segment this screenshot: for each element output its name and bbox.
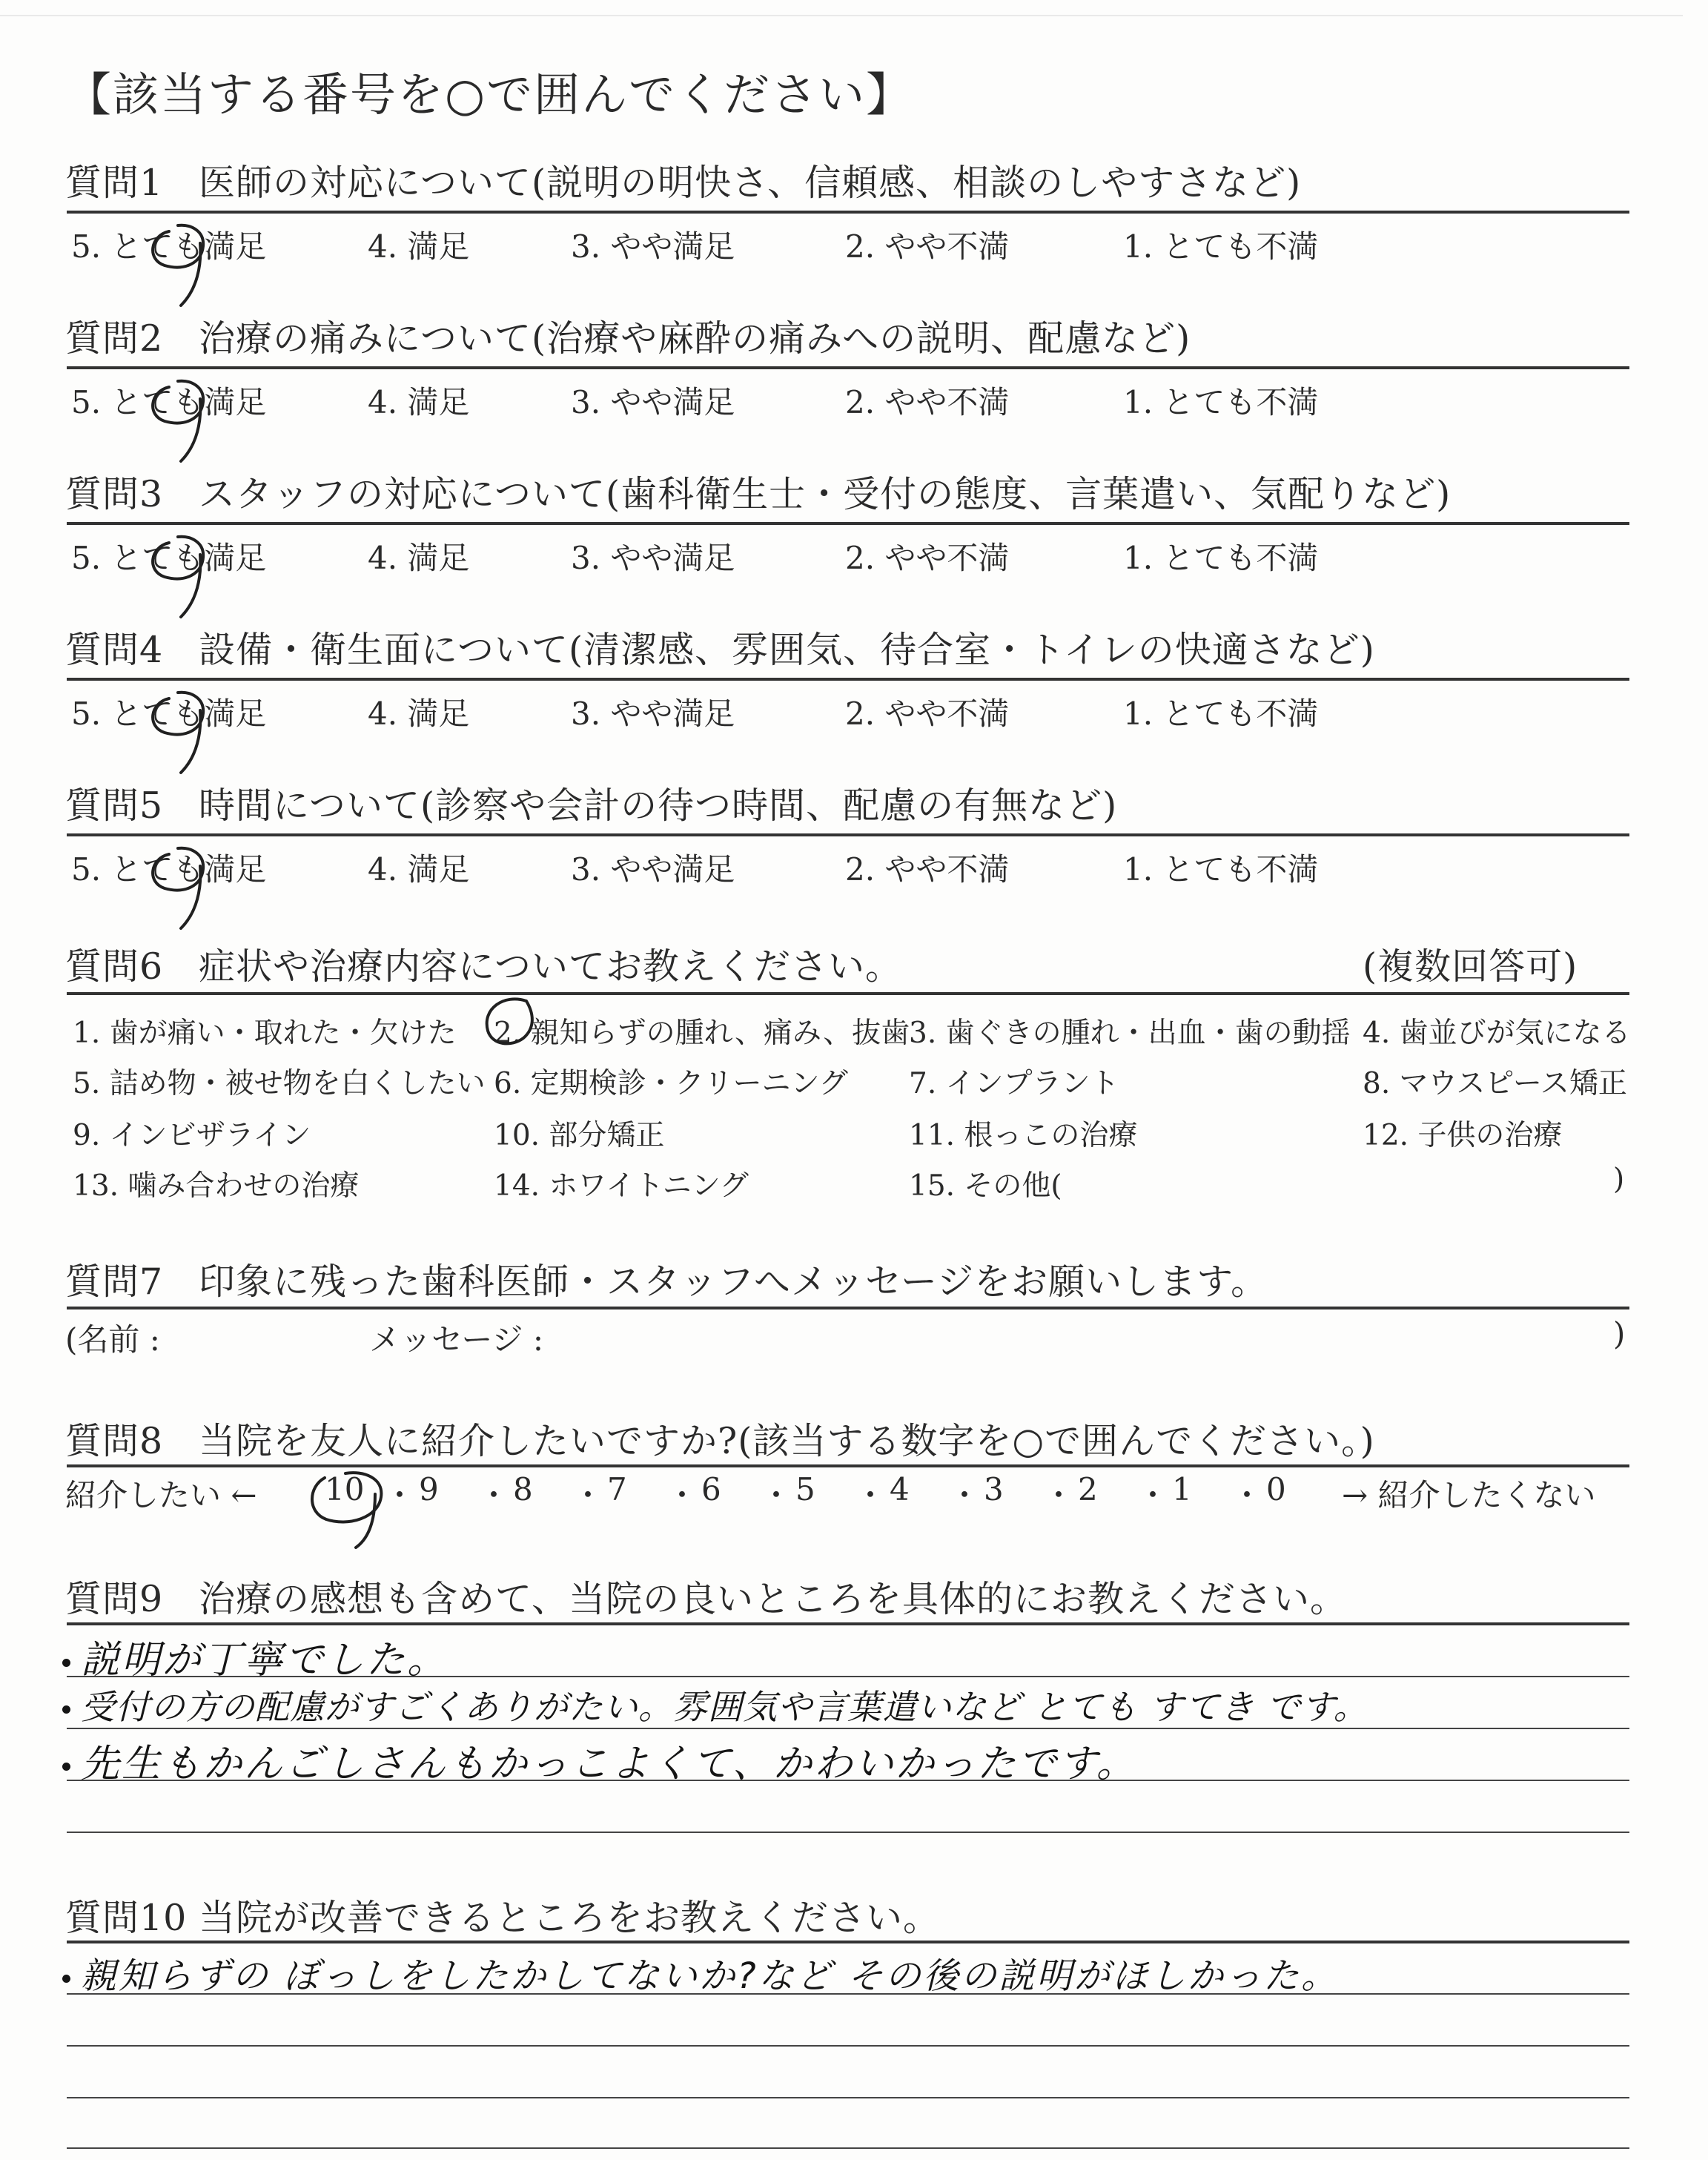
q8-scale-separator: ・ <box>478 1477 510 1513</box>
q6-option-8: 8. マウスピース矯正 <box>1363 1067 1627 1100</box>
q4-selection-circle <box>139 681 228 785</box>
q6-option-3: 3. 歯ぐきの腫れ・出血・歯の動揺 <box>909 1017 1351 1050</box>
q3-option-3: 3. やや満足 <box>571 540 735 576</box>
q3-option-4: 4. 満足 <box>368 540 470 576</box>
q4-option-3: 3. やや満足 <box>571 696 735 732</box>
q7-close: ) <box>1613 1315 1626 1352</box>
q2-option-5: 5. とても満足 <box>71 384 267 420</box>
q7-message-label: メッセージ : <box>369 1321 543 1358</box>
q8-scale-0: 0 <box>1266 1471 1286 1507</box>
q6-number: 質問6 <box>65 945 164 988</box>
q1-rule <box>67 211 1629 214</box>
q4-number: 質問4 <box>65 629 164 671</box>
q8-scale-separator: ・ <box>666 1477 698 1513</box>
q4-rule <box>67 678 1629 681</box>
q9-rule <box>67 1622 1629 1625</box>
q10-text: 当院が改善できるところをお教えください。 <box>199 1897 941 1939</box>
q8-scale-7: 7 <box>607 1471 627 1507</box>
q8-left-label: 紹介したい ← <box>65 1477 257 1513</box>
q7-rule <box>67 1307 1629 1309</box>
q5-title <box>65 777 1117 829</box>
q9-answer-1: 説明が丁寧でした。 <box>62 1628 448 1684</box>
q1-text: 医師の対応について(説明の明快さ、信頼感、相談のしやすさなど) <box>199 162 1302 204</box>
q3-option-1: 1. とても不満 <box>1123 540 1319 576</box>
q9-title <box>65 1571 1347 1622</box>
q6-option-1: 1. 歯が痛い・取れた・欠けた <box>73 1017 457 1050</box>
q1-number: 質問1 <box>65 162 164 204</box>
q4-option-1: 1. とても不満 <box>1123 696 1319 732</box>
q7-number: 質問7 <box>65 1261 164 1303</box>
q8-scale-separator: ・ <box>384 1477 416 1513</box>
q6-option-6: 6. 定期検診・クリーニング <box>494 1067 848 1100</box>
q8-scale-8: 8 <box>513 1471 533 1507</box>
q9-answer-3: 先生もかんごしさんもかっこよくて、かわいかったです。 <box>62 1732 1137 1788</box>
bullet-dot <box>62 1659 70 1667</box>
q2-title <box>65 310 1191 362</box>
q8-scale-5: 5 <box>795 1471 815 1507</box>
q3-rule <box>67 522 1629 525</box>
q6-text: 症状や治療内容についてお教えください。 <box>199 945 903 988</box>
q5-text: 時間について(診察や会計の待つ時間、配慮の有無など) <box>199 785 1118 827</box>
q6-option-7: 7. インプラント <box>909 1067 1119 1100</box>
q8-scale-1: 1 <box>1172 1471 1192 1507</box>
q5-rule <box>67 833 1629 836</box>
q8-scale-4: 4 <box>890 1471 910 1507</box>
q10-rule <box>67 1941 1629 1943</box>
q10-line-2 <box>67 2045 1629 2047</box>
q2-text: 治療の痛みについて(治療や麻酔の痛みへの説明、配慮など) <box>199 317 1191 360</box>
q9-text: 治療の感想も含めて、当院の良いところを具体的にお教えください。 <box>199 1578 1348 1620</box>
q6-rule <box>67 992 1629 995</box>
q1-option-4: 4. 満足 <box>368 228 470 265</box>
q9-number: 質問9 <box>65 1578 164 1620</box>
q5-number: 質問5 <box>65 785 164 827</box>
q6-option-11: 11. 根っこの治療 <box>909 1119 1138 1152</box>
q2-option-4: 4. 満足 <box>368 384 470 420</box>
q10-line-3 <box>67 2097 1629 2098</box>
q10-line-4 <box>67 2147 1629 2149</box>
q6-selection-circle <box>474 986 556 1060</box>
bullet-dot <box>62 1975 70 1983</box>
q4-option-2: 2. やや不満 <box>845 696 1010 732</box>
q8-number: 質問8 <box>65 1420 164 1462</box>
q10-title <box>65 1889 940 1941</box>
q8-scale-6: 6 <box>701 1471 721 1507</box>
q1-option-1: 1. とても不満 <box>1123 228 1319 265</box>
q1-option-3: 3. やや満足 <box>571 228 735 265</box>
q5-option-3: 3. やや満足 <box>571 851 735 888</box>
q3-text: スタッフの対応について(歯科衛生士・受付の態度、言葉遣い、気配りなど) <box>199 473 1452 515</box>
page-heading: 【該当する番号を○で囲んでください】 <box>65 67 914 122</box>
q3-option-2: 2. やや不満 <box>845 540 1010 576</box>
q10-answer-1: 親知らずの ぼっしをしたかしてないか?など その後の説明がほしかった。 <box>62 1947 1339 1998</box>
q8-scale-separator: ・ <box>949 1477 981 1513</box>
q6-note: (複数回答可) <box>1363 945 1578 988</box>
q5-option-5: 5. とても満足 <box>71 851 267 888</box>
q6-option-16: ) <box>1613 1163 1625 1196</box>
q8-scale-separator: ・ <box>1231 1477 1263 1513</box>
q4-title <box>65 621 1375 673</box>
q7-title <box>65 1253 1268 1305</box>
q2-number: 質問2 <box>65 317 164 360</box>
q1-option-5: 5. とても満足 <box>71 228 267 265</box>
q7-name-label: (名前 : <box>65 1321 160 1358</box>
q8-scale-separator: ・ <box>855 1477 887 1513</box>
q1-option-2: 2. やや不満 <box>845 228 1010 265</box>
q1-title <box>65 154 1301 206</box>
q3-option-5: 5. とても満足 <box>71 540 267 576</box>
q6-option-2: 2. 親知らずの腫れ、痛み、抜歯 <box>494 1017 910 1050</box>
page-edge <box>0 15 1683 16</box>
q6-option-13: 13. 噛み合わせの治療 <box>73 1169 360 1203</box>
q3-number: 質問3 <box>65 473 164 515</box>
q8-scale-2: 2 <box>1078 1471 1098 1507</box>
q6-option-5: 5. 詰め物・被せ物を白くしたい <box>73 1067 486 1100</box>
q3-title <box>65 466 1451 518</box>
q8-selection-circle <box>304 1464 400 1553</box>
q8-scale-separator: ・ <box>1137 1477 1169 1513</box>
q8-scale-separator: ・ <box>572 1477 604 1513</box>
q10-number: 質問10 <box>65 1897 188 1939</box>
q8-scale-10: 10 <box>325 1471 365 1507</box>
q5-selection-circle <box>139 836 228 940</box>
q6-title <box>65 938 902 990</box>
q4-option-4: 4. 満足 <box>368 696 470 732</box>
q7-text: 印象に残った歯科医師・スタッフへメッセージをお願いします。 <box>199 1261 1268 1303</box>
q2-selection-circle <box>139 369 228 473</box>
q8-right-label: → 紹介したくない <box>1342 1477 1596 1513</box>
q8-scale-3: 3 <box>984 1471 1004 1507</box>
bullet-dot <box>62 1705 70 1714</box>
q8-scale-separator: ・ <box>761 1477 792 1513</box>
q2-option-3: 3. やや満足 <box>571 384 735 420</box>
q1-selection-circle <box>139 214 228 317</box>
q5-option-2: 2. やや不満 <box>845 851 1010 888</box>
q6-option-10: 10. 部分矯正 <box>494 1119 665 1152</box>
q6-option-9: 9. インビザライン <box>73 1119 311 1152</box>
q8-title <box>65 1413 1375 1464</box>
q5-option-4: 4. 満足 <box>368 851 470 888</box>
q9-answer-2: 受付の方の配慮がすごくありがたい。雰囲気や言葉遣いなど とても すてき です。 <box>62 1680 1368 1729</box>
q9-line-4 <box>67 1832 1629 1833</box>
q4-text: 設備・衛生面について(清潔感、雰囲気、待合室・トイレの快適さなど) <box>199 629 1375 671</box>
q2-rule <box>67 366 1629 369</box>
q8-text: 当院を友人に紹介したいですか?(該当する数字を○で囲んでください。) <box>199 1420 1375 1462</box>
q8-scale-separator: ・ <box>1043 1477 1075 1513</box>
q2-option-1: 1. とても不満 <box>1123 384 1319 420</box>
q5-option-1: 1. とても不満 <box>1123 851 1319 888</box>
bullet-dot <box>62 1763 70 1771</box>
q8-rule <box>67 1464 1629 1467</box>
q6-option-14: 14. ホワイトニング <box>494 1169 749 1203</box>
q3-selection-circle <box>139 525 228 629</box>
q4-option-5: 5. とても満足 <box>71 696 267 732</box>
q6-option-15: 15. その他( <box>909 1169 1062 1203</box>
q2-option-2: 2. やや不満 <box>845 384 1010 420</box>
q6-option-12: 12. 子供の治療 <box>1363 1119 1563 1152</box>
q6-option-4: 4. 歯並びが気になる <box>1363 1017 1631 1050</box>
q8-scale-9: 9 <box>419 1471 439 1507</box>
